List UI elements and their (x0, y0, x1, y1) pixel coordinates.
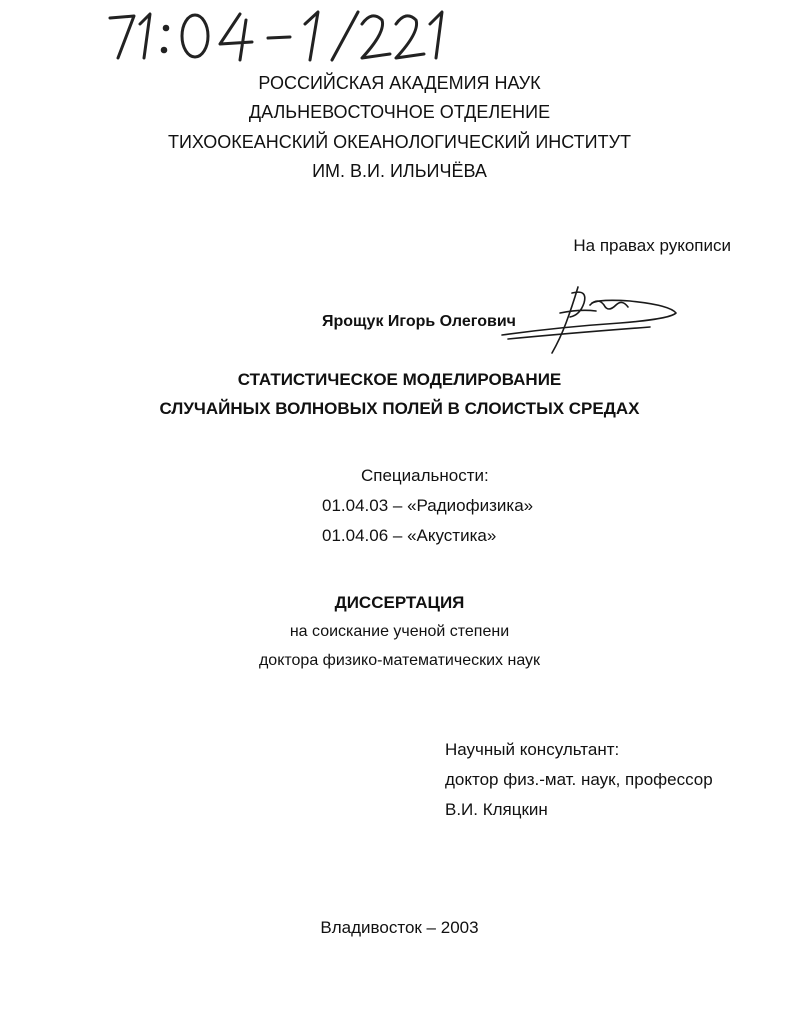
dissertation-heading: ДИССЕРТАЦИЯ (334, 593, 465, 612)
title-line-1: СТАТИСТИЧЕСКОЕ МОДЕЛИРОВАНИЕ (237, 370, 562, 389)
degree-line-2: доктора физико-математических наук (258, 652, 541, 669)
institution-line-4: ИМ. В.И. ИЛЬИЧЁВА (312, 161, 487, 181)
specialty-item: 01.04.06 – «Акустика» (322, 526, 497, 545)
consultant-label: Научный консультант: (445, 740, 620, 759)
degree-line-1: на соискание ученой степени (289, 623, 510, 640)
consultant-degree: доктор физ.-мат. наук, профессор (445, 770, 713, 789)
institution-line-3: ТИХООКЕАНСКИЙ ОКЕАНОЛОГИЧЕСКИЙ ИНСТИТУТ (167, 132, 632, 152)
rights-note: На правах рукописи (573, 236, 731, 255)
place-and-year: Владивосток – 2003 (320, 918, 479, 937)
institution-line-2: ДАЛЬНЕВОСТОЧНОЕ ОТДЕЛЕНИЕ (248, 102, 551, 122)
specialties-label: Специальности: (361, 466, 489, 485)
title-line-2: СЛУЧАЙНЫХ ВОЛНОВЫХ ПОЛЕЙ В СЛОИСТЫХ СРЕДАХ (159, 399, 640, 418)
handwritten-archive-number (100, 4, 460, 64)
author-name: Ярощук Игорь Олегович (322, 313, 516, 330)
specialty-item: 01.04.03 – «Радиофизика» (322, 496, 534, 515)
institution-line-1: РОССИЙСКАЯ АКАДЕМИЯ НАУК (258, 73, 541, 93)
author-signature (500, 283, 680, 355)
consultant-name: В.И. Кляцкин (445, 800, 548, 819)
